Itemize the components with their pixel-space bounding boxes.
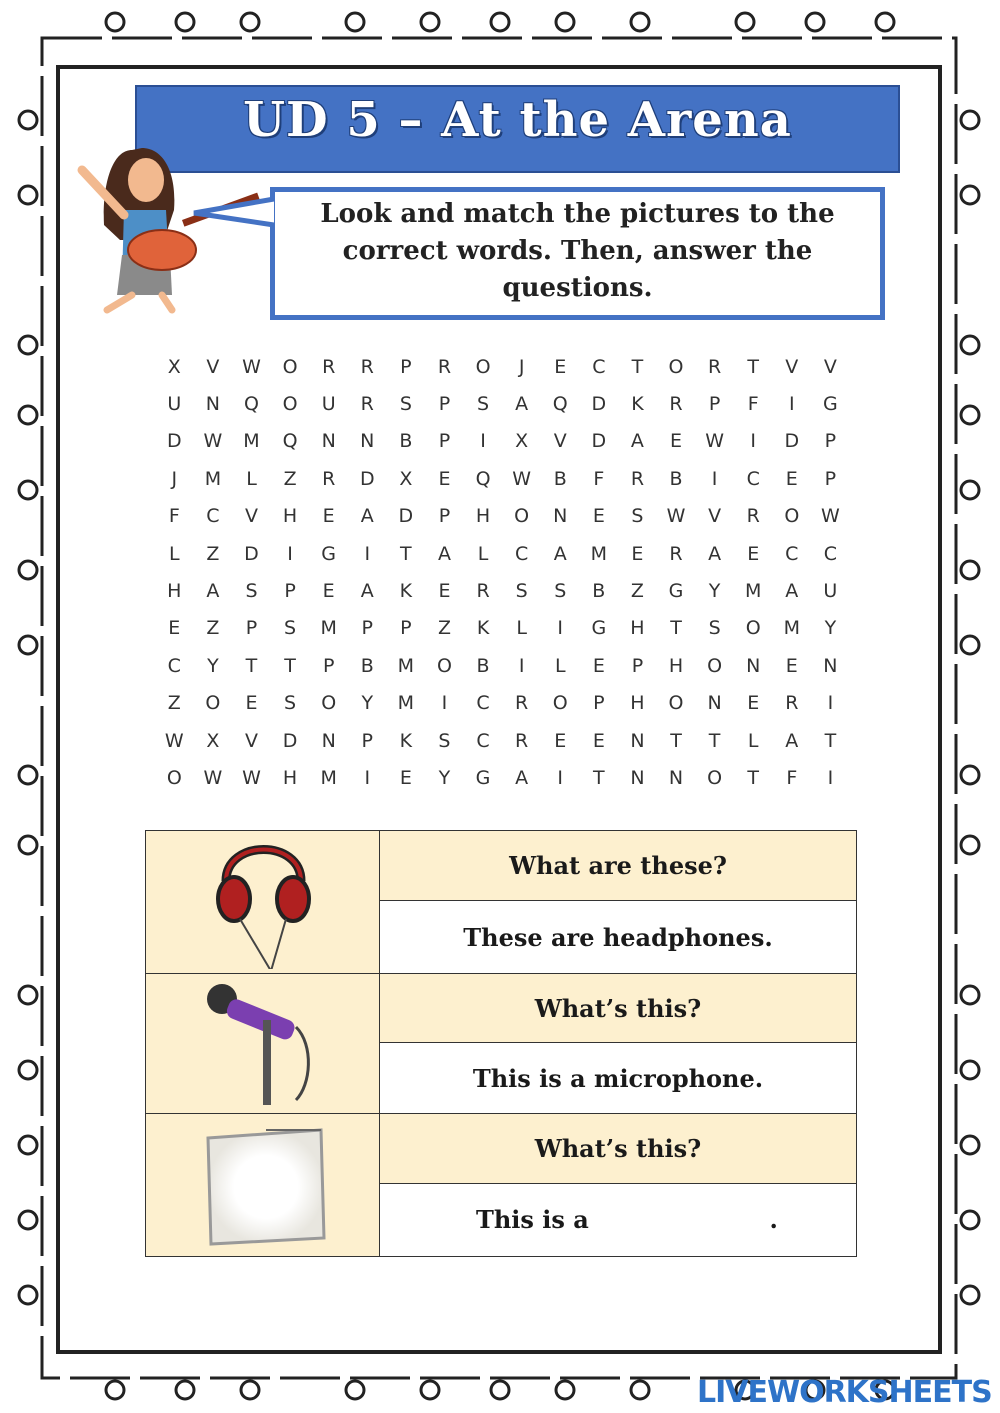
grid-letter[interactable]: A bbox=[360, 505, 374, 528]
grid-letter[interactable]: E bbox=[747, 692, 760, 715]
grid-letter[interactable]: L bbox=[516, 617, 527, 640]
grid-letter[interactable]: N bbox=[823, 654, 838, 677]
frame-loop bbox=[491, 1381, 509, 1399]
grid-letter[interactable]: Y bbox=[708, 580, 721, 603]
grid-letter[interactable]: P bbox=[284, 580, 296, 603]
frame-loop bbox=[961, 766, 979, 784]
grid-letter[interactable]: O bbox=[436, 654, 452, 677]
grid-letter[interactable]: S bbox=[477, 393, 490, 416]
frame-loop bbox=[19, 406, 37, 424]
grid-letter[interactable]: E bbox=[554, 355, 567, 378]
grid-letter[interactable]: A bbox=[708, 542, 722, 565]
grid-letter[interactable]: I bbox=[480, 430, 486, 453]
grid-letter[interactable]: P bbox=[400, 617, 412, 640]
answer-cell: These are headphones. bbox=[380, 901, 857, 974]
frame-loop bbox=[961, 186, 979, 204]
frame-loop bbox=[19, 1286, 37, 1304]
instruction-text: Look and match the pictures to the correct words. Then, answer the questions. bbox=[320, 199, 835, 303]
grid-letter[interactable]: U bbox=[823, 580, 838, 603]
grid-letter[interactable]: E bbox=[168, 617, 181, 640]
grid-letter[interactable]: C bbox=[515, 542, 529, 565]
frame-loop bbox=[421, 1381, 439, 1399]
grid-letter[interactable]: S bbox=[438, 729, 451, 752]
grid-letter[interactable]: E bbox=[322, 580, 335, 603]
picture-cell bbox=[146, 1114, 380, 1257]
grid-letter[interactable]: O bbox=[282, 393, 298, 416]
grid-letter[interactable]: A bbox=[437, 542, 451, 565]
grid-letter[interactable]: B bbox=[592, 580, 606, 603]
grid-letter[interactable]: G bbox=[475, 766, 491, 789]
grid-row bbox=[155, 572, 850, 609]
grid-row bbox=[155, 535, 850, 572]
grid-letter[interactable]: S bbox=[554, 580, 567, 603]
grid-letter[interactable]: Y bbox=[361, 692, 374, 715]
frame-loop bbox=[631, 1381, 649, 1399]
grid-letter[interactable]: P bbox=[824, 430, 837, 453]
frame-loop bbox=[736, 13, 754, 31]
grid-letter[interactable]: Y bbox=[438, 766, 451, 789]
grid-letter[interactable]: R bbox=[669, 393, 683, 416]
grid-letter[interactable]: A bbox=[553, 542, 567, 565]
frame-loop bbox=[806, 13, 824, 31]
grid-letter[interactable]: R bbox=[360, 355, 374, 378]
grid-letter[interactable]: B bbox=[553, 467, 567, 490]
table-row bbox=[146, 974, 857, 1043]
grid-letter[interactable]: V bbox=[244, 505, 258, 528]
grid-letter[interactable]: P bbox=[361, 729, 373, 752]
grid-letter[interactable]: V bbox=[785, 355, 799, 378]
grid-letter[interactable]: C bbox=[167, 654, 181, 677]
grid-letter[interactable]: A bbox=[630, 430, 644, 453]
grid-letter[interactable]: K bbox=[399, 580, 413, 603]
grid-letter[interactable]: S bbox=[399, 393, 412, 416]
frame-loop bbox=[176, 13, 194, 31]
grid-letter[interactable]: M bbox=[204, 467, 222, 490]
grid-letter[interactable]: G bbox=[591, 617, 607, 640]
grid-letter[interactable]: P bbox=[245, 617, 258, 640]
grid-letter[interactable]: O bbox=[745, 617, 761, 640]
grid-letter[interactable]: L bbox=[554, 654, 566, 677]
grid-letter[interactable]: S bbox=[284, 617, 297, 640]
frame-loop bbox=[19, 1136, 37, 1154]
frame-loop bbox=[106, 13, 124, 31]
grid-letter[interactable]: F bbox=[786, 766, 798, 789]
grid-letter[interactable]: H bbox=[475, 505, 491, 528]
grid-letter[interactable]: R bbox=[437, 355, 452, 378]
grid-letter[interactable]: K bbox=[631, 393, 644, 416]
frame-loop bbox=[421, 13, 439, 31]
grid-letter[interactable]: I bbox=[711, 467, 718, 490]
grid-letter[interactable]: Y bbox=[207, 654, 219, 677]
grid-letter[interactable]: O bbox=[668, 692, 684, 715]
microphone-icon bbox=[146, 975, 379, 1109]
frame-loop bbox=[19, 1211, 37, 1229]
frame-loop bbox=[961, 1136, 979, 1154]
grid-letter[interactable]: W bbox=[242, 766, 261, 789]
grid-letter[interactable]: B bbox=[476, 654, 490, 677]
grid-letter[interactable]: D bbox=[784, 430, 800, 453]
grid-letter[interactable]: R bbox=[785, 692, 799, 715]
frame-loop bbox=[961, 111, 979, 129]
grid-letter[interactable]: E bbox=[747, 542, 760, 565]
frame-loop bbox=[961, 1061, 979, 1079]
grid-letter[interactable]: T bbox=[747, 355, 759, 378]
grid-letter[interactable]: J bbox=[171, 467, 178, 490]
frame-loop bbox=[241, 13, 259, 31]
bubble-pointer bbox=[190, 195, 276, 235]
grid-letter[interactable]: N bbox=[321, 729, 336, 752]
grid-letter[interactable]: P bbox=[631, 654, 644, 677]
grid-letter[interactable]: X bbox=[206, 729, 220, 752]
grid-letter[interactable]: L bbox=[169, 542, 180, 565]
grid-letter[interactable]: L bbox=[246, 467, 257, 490]
grid-letter[interactable]: U bbox=[167, 393, 182, 416]
grid-letter[interactable]: Z bbox=[630, 580, 644, 603]
grid-letter[interactable]: O bbox=[514, 505, 530, 528]
grid-letter[interactable]: N bbox=[360, 430, 375, 453]
grid-letter[interactable]: H bbox=[630, 692, 645, 715]
frame-loop bbox=[346, 1381, 364, 1399]
grid-letter[interactable]: R bbox=[669, 542, 683, 565]
grid-letter[interactable]: P bbox=[361, 617, 373, 640]
grid-letter[interactable]: A bbox=[206, 580, 220, 603]
grid-row bbox=[155, 423, 850, 460]
frame-loop bbox=[19, 1061, 37, 1079]
grid-letter[interactable]: C bbox=[785, 542, 799, 565]
grid-letter[interactable]: O bbox=[282, 355, 298, 378]
grid-letter[interactable]: X bbox=[167, 355, 181, 378]
grid-letter[interactable]: K bbox=[476, 617, 490, 640]
grid-letter[interactable]: S bbox=[515, 580, 528, 603]
question-table bbox=[145, 830, 857, 1257]
grid-letter[interactable]: T bbox=[284, 654, 296, 677]
frame-loop bbox=[961, 636, 979, 654]
grid-letter[interactable]: A bbox=[785, 729, 799, 752]
grid-letter[interactable]: T bbox=[631, 355, 644, 378]
grid-letter[interactable]: A bbox=[360, 580, 374, 603]
grid-letter[interactable]: R bbox=[476, 580, 490, 603]
grid-letter[interactable]: E bbox=[554, 729, 567, 752]
grid-letter[interactable]: D bbox=[282, 729, 298, 752]
grid-letter[interactable]: E bbox=[592, 654, 605, 677]
grid-letter[interactable]: H bbox=[668, 654, 684, 677]
grid-letter[interactable]: R bbox=[360, 393, 374, 416]
grid-letter[interactable]: I bbox=[827, 766, 834, 789]
grid-letter[interactable]: C bbox=[592, 355, 606, 378]
grid-letter[interactable]: T bbox=[670, 729, 682, 752]
grid-letter[interactable]: R bbox=[322, 467, 336, 490]
grid-letter[interactable]: L bbox=[747, 729, 759, 752]
frame-loop bbox=[556, 13, 574, 31]
grid-row bbox=[155, 647, 850, 684]
grid-letter[interactable]: E bbox=[592, 729, 605, 752]
answer-suffix: . bbox=[769, 1205, 778, 1235]
grid-letter[interactable]: D bbox=[591, 430, 607, 453]
grid-letter[interactable]: N bbox=[707, 692, 722, 715]
question-cell: What’s this? bbox=[380, 974, 857, 1043]
grid-letter[interactable]: P bbox=[322, 654, 335, 677]
grid-letter[interactable]: E bbox=[438, 580, 451, 603]
grid-letter[interactable]: I bbox=[750, 430, 756, 453]
grid-letter[interactable]: O bbox=[668, 355, 684, 378]
grid-letter[interactable]: W bbox=[203, 766, 223, 789]
grid-letter[interactable]: C bbox=[476, 729, 490, 752]
grid-letter[interactable]: I bbox=[557, 766, 564, 789]
frame-loop bbox=[631, 13, 649, 31]
grid-letter[interactable]: I bbox=[364, 766, 371, 789]
grid-letter[interactable]: C bbox=[823, 542, 838, 565]
grid-letter[interactable]: W bbox=[242, 355, 261, 378]
grid-letter[interactable]: M bbox=[590, 542, 608, 565]
frame-loop bbox=[961, 336, 979, 354]
grid-letter[interactable]: F bbox=[747, 393, 759, 416]
grid-letter[interactable]: P bbox=[438, 393, 451, 416]
grid-letter[interactable]: V bbox=[823, 355, 837, 378]
grid-letter[interactable]: C bbox=[746, 467, 760, 490]
grid-letter[interactable]: R bbox=[630, 467, 645, 490]
grid-letter[interactable]: W bbox=[705, 430, 724, 453]
answer-cell bbox=[380, 1184, 857, 1257]
grid-row bbox=[155, 498, 850, 535]
grid-letter[interactable]: M bbox=[745, 580, 762, 603]
frame-loop bbox=[961, 1211, 979, 1229]
grid-letter[interactable]: F bbox=[593, 467, 605, 490]
answer-input[interactable] bbox=[597, 1205, 761, 1235]
grid-letter[interactable]: I bbox=[557, 617, 564, 640]
grid-letter[interactable]: E bbox=[245, 692, 258, 715]
question-cell: What are these? bbox=[380, 831, 857, 901]
frame-loop bbox=[19, 766, 37, 784]
grid-letter[interactable]: D bbox=[166, 430, 182, 453]
frame-loop bbox=[19, 986, 37, 1004]
headphones-icon bbox=[146, 831, 379, 969]
grid-letter[interactable]: M bbox=[320, 766, 337, 789]
grid-letter[interactable]: I bbox=[441, 692, 448, 715]
frame-loop bbox=[961, 986, 979, 1004]
grid-letter[interactable]: G bbox=[668, 580, 684, 603]
grid-letter[interactable]: Z bbox=[437, 617, 451, 640]
frame-loop bbox=[19, 111, 37, 129]
frame-loop bbox=[19, 186, 37, 204]
grid-letter[interactable]: P bbox=[438, 505, 451, 528]
grid-letter[interactable]: D bbox=[359, 467, 375, 490]
grid-letter[interactable]: V bbox=[708, 505, 722, 528]
grid-letter[interactable]: S bbox=[708, 617, 721, 640]
grid-row bbox=[155, 685, 850, 722]
grid-letter[interactable]: T bbox=[747, 766, 759, 789]
frame-loop bbox=[241, 1381, 259, 1399]
grid-letter[interactable]: O bbox=[321, 692, 337, 715]
grid-letter[interactable]: H bbox=[282, 766, 298, 789]
grid-letter[interactable]: T bbox=[670, 617, 682, 640]
grid-letter[interactable]: M bbox=[783, 617, 800, 640]
grid-letter[interactable]: M bbox=[397, 654, 415, 677]
grid-letter[interactable]: D bbox=[244, 542, 259, 565]
picture-cell bbox=[146, 831, 380, 974]
grid-letter[interactable]: M bbox=[397, 692, 415, 715]
frame-loop bbox=[19, 561, 37, 579]
frame-loop bbox=[961, 561, 979, 579]
grid-letter[interactable]: I bbox=[287, 542, 293, 565]
grid-letter[interactable]: E bbox=[399, 766, 412, 789]
grid-row bbox=[155, 460, 850, 497]
grid-letter[interactable]: M bbox=[320, 617, 337, 640]
grid-row bbox=[155, 385, 850, 422]
grid-letter[interactable]: Z bbox=[206, 617, 220, 640]
frame-loop bbox=[19, 481, 37, 499]
question-cell: What’s this? bbox=[380, 1114, 857, 1184]
grid-letter[interactable]: B bbox=[360, 654, 374, 677]
grid-letter[interactable]: I bbox=[788, 393, 795, 416]
grid-letter[interactable]: B bbox=[399, 430, 413, 453]
grid-letter[interactable]: W bbox=[666, 505, 686, 528]
grid-letter[interactable]: G bbox=[321, 542, 337, 565]
grid-letter[interactable]: W bbox=[512, 467, 532, 490]
grid-row bbox=[155, 348, 850, 385]
grid-letter[interactable]: P bbox=[708, 393, 721, 416]
grid-row bbox=[155, 610, 850, 647]
grid-letter[interactable]: W bbox=[820, 505, 840, 528]
grid-letter[interactable]: N bbox=[630, 766, 645, 789]
grid-letter[interactable]: Q bbox=[475, 467, 491, 490]
grid-letter[interactable]: Z bbox=[167, 692, 181, 715]
liveworksheets-logo: LIVEWORKSHEETS bbox=[697, 1375, 992, 1410]
grid-letter[interactable]: C bbox=[206, 505, 220, 528]
table-row bbox=[146, 1114, 857, 1184]
frame-loop bbox=[961, 1286, 979, 1304]
grid-letter[interactable]: O bbox=[166, 766, 182, 789]
grid-letter[interactable]: A bbox=[515, 393, 529, 416]
grid-letter[interactable]: Q bbox=[244, 393, 259, 416]
grid-letter[interactable]: V bbox=[553, 430, 567, 453]
grid-letter[interactable]: F bbox=[168, 505, 180, 528]
grid-letter[interactable]: S bbox=[284, 692, 297, 715]
grid-letter[interactable]: R bbox=[515, 729, 529, 752]
grid-letter[interactable]: O bbox=[707, 766, 723, 789]
grid-letter[interactable]: R bbox=[322, 355, 336, 378]
grid-letter[interactable]: S bbox=[245, 580, 258, 603]
grid-letter[interactable]: G bbox=[823, 393, 838, 416]
grid-letter[interactable]: Z bbox=[206, 542, 220, 565]
grid-letter[interactable]: O bbox=[552, 692, 568, 715]
grid-letter[interactable]: T bbox=[245, 654, 258, 677]
grid-letter[interactable]: X bbox=[515, 430, 529, 453]
grid-letter[interactable]: P bbox=[438, 430, 451, 453]
answer-prefix: This is a bbox=[476, 1205, 589, 1235]
grid-letter[interactable]: W bbox=[164, 729, 184, 752]
grid-letter[interactable]: P bbox=[593, 692, 605, 715]
grid-letter[interactable]: U bbox=[321, 393, 336, 416]
grid-letter[interactable]: D bbox=[398, 505, 414, 528]
grid-letter[interactable]: T bbox=[824, 729, 837, 752]
frame-loop bbox=[961, 406, 979, 424]
grid-letter[interactable]: I bbox=[518, 654, 525, 677]
grid-letter[interactable]: T bbox=[400, 542, 412, 565]
grid-letter[interactable]: Q bbox=[282, 430, 298, 453]
grid-letter[interactable]: H bbox=[167, 580, 182, 603]
grid-letter[interactable]: E bbox=[592, 505, 605, 528]
frame-loop bbox=[876, 13, 894, 31]
grid-letter[interactable]: N bbox=[746, 654, 761, 677]
grid-letter[interactable]: V bbox=[244, 729, 258, 752]
grid-letter[interactable]: P bbox=[824, 467, 837, 490]
grid-row bbox=[155, 759, 850, 796]
grid-letter[interactable]: Y bbox=[824, 617, 837, 640]
frame-loop bbox=[19, 836, 37, 854]
grid-letter[interactable]: T bbox=[593, 766, 605, 789]
frame-loop bbox=[19, 636, 37, 654]
frame-loop bbox=[19, 336, 37, 354]
projector-screen-icon bbox=[146, 1114, 379, 1252]
grid-letter[interactable]: Z bbox=[283, 467, 297, 490]
grid-letter[interactable]: I bbox=[827, 692, 834, 715]
grid-letter[interactable]: N bbox=[553, 505, 568, 528]
grid-letter[interactable]: N bbox=[205, 393, 220, 416]
grid-letter[interactable]: E bbox=[438, 467, 451, 490]
grid-letter[interactable]: N bbox=[321, 430, 336, 453]
grid-letter[interactable]: M bbox=[243, 430, 260, 453]
grid-letter[interactable]: O bbox=[707, 654, 723, 677]
grid-letter[interactable]: V bbox=[206, 355, 220, 378]
word-search-grid bbox=[155, 348, 850, 797]
grid-letter[interactable]: K bbox=[399, 729, 413, 752]
grid-letter[interactable]: B bbox=[669, 467, 683, 490]
frame-loop bbox=[491, 13, 509, 31]
grid-letter[interactable]: R bbox=[746, 505, 760, 528]
grid-letter[interactable]: O bbox=[205, 692, 221, 715]
frame-loop bbox=[106, 1381, 124, 1399]
grid-letter[interactable]: N bbox=[630, 729, 645, 752]
frame-loop bbox=[556, 1381, 574, 1399]
grid-letter[interactable]: E bbox=[785, 654, 798, 677]
grid-letter[interactable]: S bbox=[631, 505, 644, 528]
frame-loop bbox=[176, 1381, 194, 1399]
grid-letter[interactable]: W bbox=[203, 430, 223, 453]
grid-letter[interactable]: R bbox=[515, 692, 529, 715]
grid-letter[interactable]: I bbox=[364, 542, 371, 565]
page-title: UD 5 – At the Arena bbox=[243, 92, 792, 148]
table-row bbox=[146, 831, 857, 901]
grid-letter[interactable]: E bbox=[785, 467, 798, 490]
grid-letter[interactable]: E bbox=[670, 430, 683, 453]
grid-letter[interactable]: C bbox=[476, 692, 490, 715]
picture-cell bbox=[146, 974, 380, 1114]
frame-loop bbox=[346, 13, 364, 31]
grid-letter[interactable]: P bbox=[400, 355, 412, 378]
grid-letter[interactable]: O bbox=[784, 505, 800, 528]
grid-letter[interactable]: J bbox=[518, 355, 525, 378]
grid-letter[interactable]: E bbox=[322, 505, 335, 528]
grid-letter[interactable]: A bbox=[785, 580, 799, 603]
grid-letter[interactable]: A bbox=[515, 766, 529, 789]
grid-letter[interactable]: D bbox=[591, 393, 607, 416]
grid-row bbox=[155, 722, 850, 759]
grid-letter[interactable]: Q bbox=[552, 393, 568, 416]
grid-letter[interactable]: X bbox=[399, 467, 413, 490]
grid-letter[interactable]: H bbox=[630, 617, 645, 640]
frame-loop bbox=[961, 836, 979, 854]
frame-loop bbox=[961, 481, 979, 499]
grid-letter[interactable]: T bbox=[708, 729, 721, 752]
grid-letter[interactable]: O bbox=[475, 355, 491, 378]
grid-letter[interactable]: N bbox=[668, 766, 684, 789]
grid-letter[interactable]: L bbox=[477, 542, 489, 565]
grid-letter[interactable]: E bbox=[631, 542, 644, 565]
grid-letter[interactable]: H bbox=[282, 505, 298, 528]
answer-cell: This is a microphone. bbox=[380, 1043, 857, 1114]
grid-letter[interactable]: R bbox=[708, 355, 722, 378]
